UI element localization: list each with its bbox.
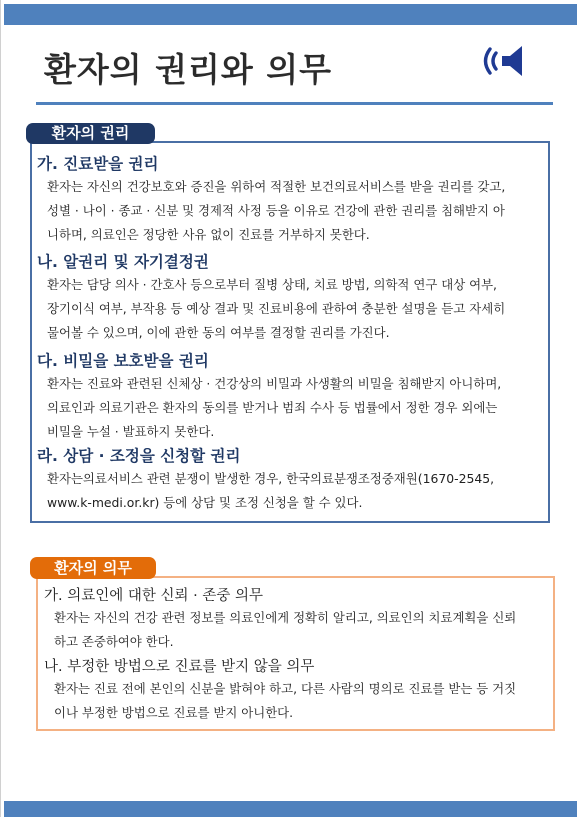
duties-heading-2: 나. 부정한 방법으로 진료를 받지 않을 의무 [44,659,315,675]
rights-paragraph-2: 환자는 담당 의사 · 간호사 등으로부터 질병 상태, 치료 방법, 의학적 연구 대상 여부, 장기이식 여부, 부작용 등 예상 결과 및 진료비용에 관하여 충분한 설명을 듣고 자세히 물어볼 수 있으며, 이에 관한 동의 여부를 결정할 권리를 가진다. [47,277,506,340]
speaker-icon [480,42,526,80]
rights-paragraph-1: 환자는 자신의 건강보호와 증진을 위하여 적절한 보건의료서비스를 받을 권리를 갖고, 성별 · 나이 · 종교 · 신분 및 경제적 사정 등을 이유로 건강에 관한 권리를 침해받지 아 니하며, 의료인은 정당한 사유 없이 진료를 거부하지 못한다. [47,179,506,242]
rights-tag: 환자의 권리 [26,123,155,144]
page-edge [0,0,1,817]
rights-paragraph-4: 환자는의료서비스 관련 분쟁이 발생한 경우, 한국의료분쟁조정중재원(1670-2545, www.k-medi.or.kr) 등에 상담 및 조정 신청을 할 수 있다. [47,471,495,510]
duties-heading-1: 가. 의료인에 대한 신뢰 · 존중 의무 [44,588,263,604]
rights-heading-4: 라. 상담 · 조정을 신청할 권리 [37,447,241,465]
rights-paragraph-3: 환자는 진료와 관련된 신체상 · 건강상의 비밀과 사생활의 비밀을 침해받지 아니하며, 의료인과 의료기관은 환자의 동의를 받거나 범죄 수사 등 법률에서 정한 경우 외에는 비밀을 누설 · 발표하지 못한다. [47,376,502,439]
rights-heading-1: 가. 진료받을 권리 [37,155,159,173]
page-title: 환자의 권리와 의무 [44,50,333,89]
header-band [4,4,577,25]
rights-heading-3: 다. 비밀을 보호받을 권리 [37,352,209,370]
title-underline [36,102,553,105]
rights-heading-2: 나. 알권리 및 자기결정권 [37,253,209,271]
duties-tag: 환자의 의무 [30,557,156,579]
footer-band [4,801,577,817]
duties-paragraph-1: 환자는 자신의 건강 관련 정보를 의료인에게 정확히 알리고, 의료인의 치료계획을 신뢰 하고 존중하여야 한다. [54,610,517,649]
duties-paragraph-2: 환자는 진료 전에 본인의 신분을 밝혀야 하고, 다른 사람의 명의로 진료를 받는 등 거짓 이나 부정한 방법으로 진료를 받지 아니한다. [54,681,517,720]
